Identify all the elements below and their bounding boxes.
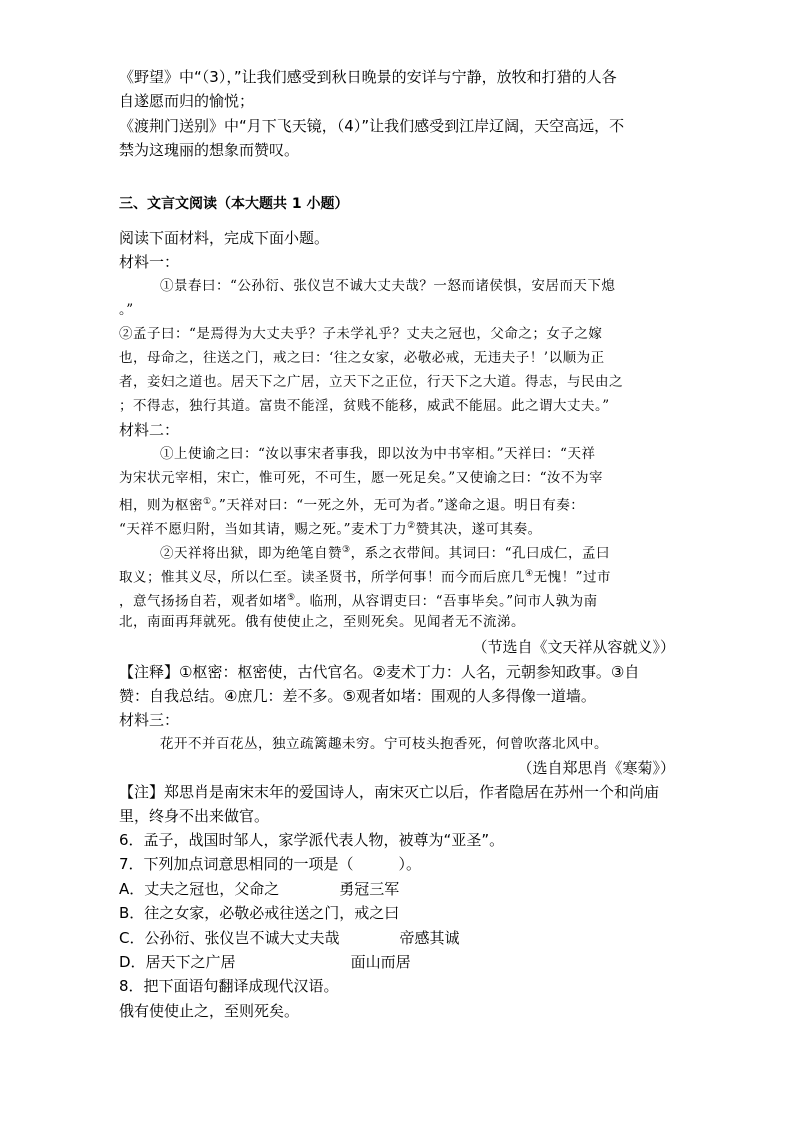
annotation-text: 【注】郑思肖是南宋末年的爱国诗人，南宋灭亡以后，作者隐居在苏州一个和尚庙	[119, 783, 660, 801]
poem-line: 《野望》中“（3），”让我们感受到秋日晚景的安详与宁静，放牧和打猎的人各	[119, 68, 617, 86]
material-text: 北，南面再拜就死。俄有使使止之，至则死矣。见闻者无不流涕。	[119, 614, 525, 630]
poem-line: 自遂愿而归的愉悦；	[119, 92, 255, 110]
material-title: 材料二：	[119, 421, 180, 439]
question-7: 7．下列加点词意思相同的一项是（ ）。	[119, 855, 422, 873]
option-c: C．公孙衍、张仪岂不诚大丈夫哉 帝感其诚	[119, 929, 460, 947]
question-6: 6．孟子，战国时邹人，家学派代表人物，被尊为“亚圣”。	[119, 831, 505, 849]
translation-sentence: 俄有使使止之，至则死矣。	[119, 1002, 300, 1020]
material-text: ②孟子曰：“是焉得为大丈夫乎？子未学礼乎？丈夫之冠也，父命之；女子之嫁	[119, 326, 603, 342]
material-title: 材料一：	[119, 253, 180, 271]
material-text: 也，母命之，往送之门，戒之曰：‘往之女家，必敬必戒，无违夫子！’以顺为正	[119, 350, 605, 366]
material-text: 为宋状元宰相，宋亡，惟可死，不可生，愿一死足矣。”又使谕之曰：“汝不为宰	[119, 470, 604, 486]
option-a: A．丈夫之冠也，父命之 勇冠三军	[119, 880, 400, 898]
material-text: ①景春曰：“公孙衍、张仪岂不诚大丈夫哉？一怒而诸侯惧，安居而天下熄	[160, 278, 616, 294]
footnote-marker: ⑤	[287, 593, 296, 603]
material-text: ；不得志，独行其道。富贵不能淫，贫贱不能移，威武不能屈。此之谓大丈夫。”	[119, 398, 610, 414]
poem-text: 花开不并百花丛，独立疏篱趣未穷。宁可枝头抱香死，何曾吹落北风中。	[160, 736, 608, 752]
annotation-text: 【注释】①枢密：枢密使，古代官名。②麦术丁力：人名，元朝参知政事。③自	[119, 663, 640, 681]
instruction-text: 阅读下面材料，完成下面小题。	[119, 229, 330, 247]
source-citation: （选自郑思肖《寒菊》）	[517, 759, 675, 777]
material-title: 材料三：	[119, 711, 180, 729]
footnote-marker: ④	[525, 569, 534, 579]
source-citation: （节选自《文天祥从容就义》）	[472, 638, 675, 656]
annotation-text: 里，终身不出来做官。	[119, 807, 270, 825]
material-text: 。”	[119, 302, 134, 318]
poem-line: 《渡荆门送别》中“月下飞天镜，（4）”让我们感受到江岸辽阔，天空高远，不	[119, 117, 625, 135]
section-heading: 三、文言文阅读（本大题共 1 小题）	[119, 196, 349, 212]
poem-line: 禁为这瑰丽的想象而赞叹。	[119, 141, 300, 159]
material-text: “天祥不愿归附，当如其请，赐之死。”麦术丁力②赞其决，遂可其奏。	[119, 521, 542, 538]
footnote-marker: ③	[342, 545, 351, 555]
option-d: D．居天下之广居 面山而居	[119, 953, 411, 971]
annotation-text: 赞：自我总结。④庶几：差不多。⑤观者如堵：围观的人多得像一道墙。	[119, 687, 596, 705]
material-text: ，意气扬扬自若，观者如堵⑤。临刑，从容谓吏曰：“吾事毕矣。”问市人孰为南	[119, 593, 598, 610]
question-8: 8．把下面语句翻译成现代汉语。	[119, 977, 339, 995]
material-text: 者，妾妇之道也。居天下之广居，立天下之正位，行天下之大道。得志，与民由之	[119, 374, 623, 390]
material-text: 相，则为枢密①。”天祥对曰：“一死之外，无可为者。”遂命之退。明日有奏：	[119, 497, 585, 514]
option-b: B．往之女家，必敬必戒往送之门，戒之曰	[119, 904, 400, 922]
footnote-marker: ①	[203, 497, 212, 507]
material-text: 取义；惟其义尽，所以仁至。读圣贤书，所学何事！而今而后庶几④无愧！”过市	[119, 569, 611, 586]
material-text: ①上使谕之曰：“汝以事宋者事我，即以汝为中书宰相。”天祥曰：“天祥	[160, 446, 596, 462]
material-text: ②天祥将出狱，即为绝笔自赞③，系之衣带间。其词曰：“孔曰成仁，孟曰	[160, 545, 610, 562]
footnote-marker: ②	[407, 521, 416, 531]
